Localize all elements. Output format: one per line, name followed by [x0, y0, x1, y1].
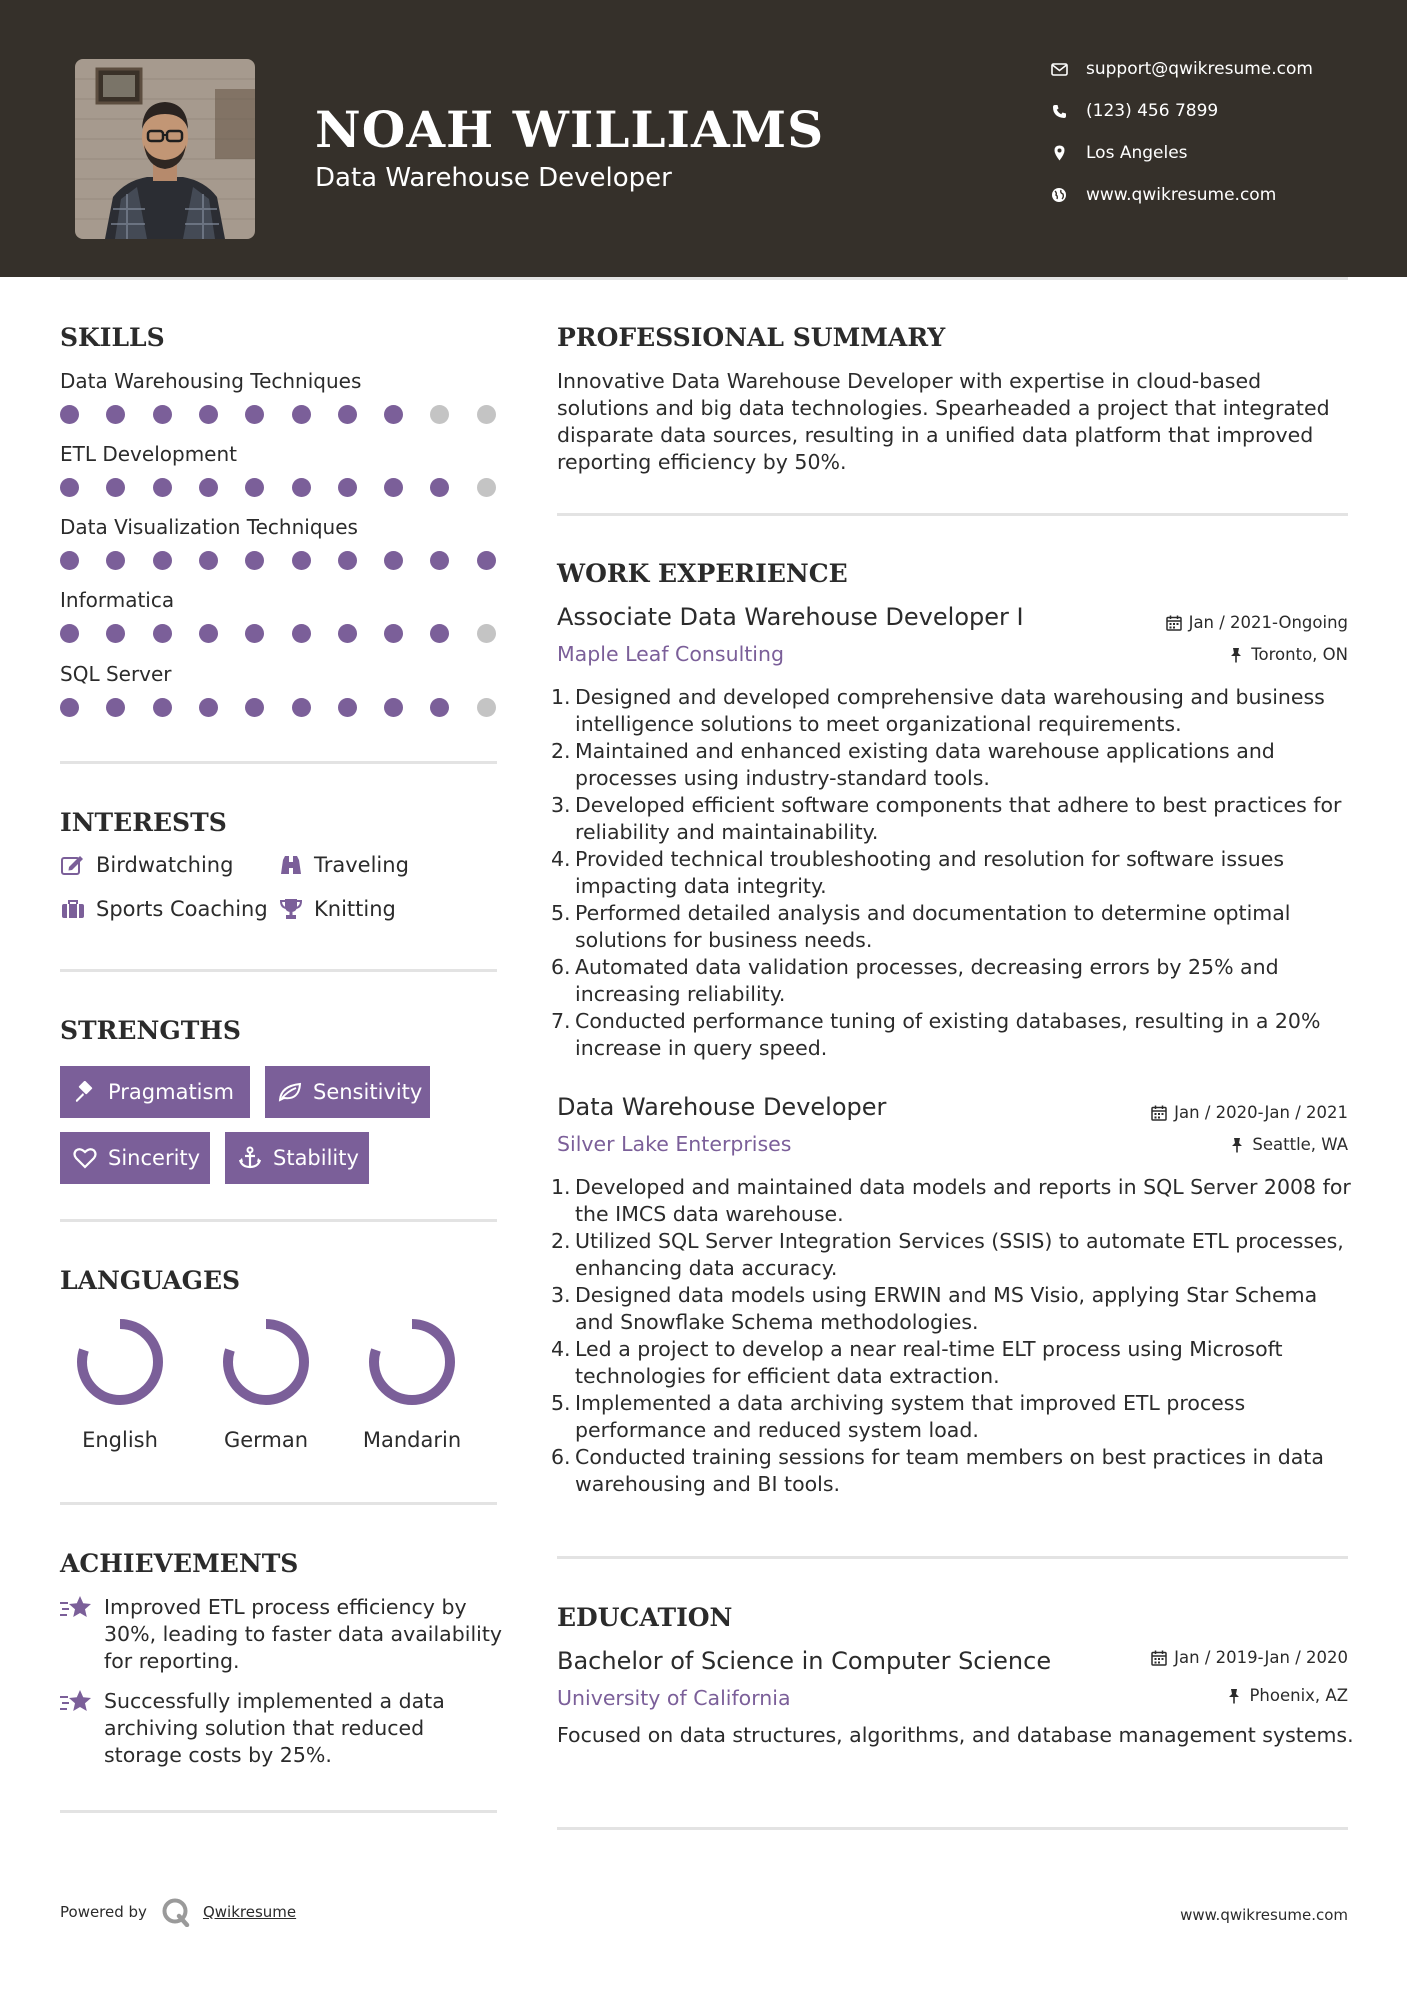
skill-dot-filled: [60, 624, 79, 643]
achievement-item: [60, 1688, 500, 1772]
pushpin-icon: [1225, 1687, 1243, 1705]
job-bullet: 1. Designed and developed comprehensive data warehousing and business intelligence solutions to meet organizational requirements.: [551, 685, 1325, 736]
strength-label: Sensitivity: [313, 1080, 423, 1104]
languages-heading: LANGUAGES: [60, 1266, 241, 1295]
candidate-title: Data Warehouse Developer: [315, 163, 672, 193]
calendar-icon: [1150, 1104, 1168, 1122]
skill-dot-filled: [153, 551, 172, 570]
section-divider: [60, 761, 497, 764]
skill-dot-filled: [477, 551, 496, 570]
skill-dot-filled: [60, 698, 79, 717]
skill-dot-empty: [477, 624, 496, 643]
skill-dot-empty: [477, 405, 496, 424]
education-description: Focused on data structures, algorithms, and database management systems.: [557, 1723, 1354, 1747]
skill-dot-filled: [199, 698, 218, 717]
skill-dot-filled: [199, 551, 218, 570]
achievement-text: Improved ETL process efficiency by 30%, leading to faster data availability for reporting.: [104, 1595, 503, 1673]
job-bullet: 3. Developed efficient software components that adhere to best practices for reliability and maintainability.: [551, 793, 1342, 844]
briefcase-icon: [60, 896, 86, 922]
strength-label: Pragmatism: [108, 1080, 234, 1104]
interest-label: Sports Coaching: [96, 897, 268, 921]
skill-dot-filled: [245, 405, 264, 424]
job-bullet: 5. Implemented a data archiving system that improved ETL process performance and reduced system load.: [551, 1391, 1246, 1442]
achievements-heading: ACHIEVEMENTS: [60, 1549, 299, 1578]
globe-icon: [1048, 184, 1070, 206]
skill-rating: [60, 624, 500, 644]
skill-dot-filled: [153, 624, 172, 643]
skill-name: SQL Server: [60, 662, 172, 686]
skill-dot-filled: [245, 624, 264, 643]
skill-dot-filled: [292, 624, 311, 643]
achievement-text: Successfully implemented a data archiving solution that reduced storage costs by 25%.: [104, 1689, 445, 1767]
skill-dot-filled: [199, 478, 218, 497]
job-bullets: [551, 1174, 1357, 1498]
skill-dot-filled: [245, 551, 264, 570]
skill-dot-filled: [384, 478, 403, 497]
language-name: English: [82, 1428, 158, 1452]
degree-title: Bachelor of Science in Computer Science: [557, 1647, 1052, 1675]
skill-dot-filled: [106, 624, 125, 643]
language-name: German: [223, 1428, 309, 1452]
job-bullet: 2. Maintained and enhanced existing data warehouse applications and processes using industry-standard tools.: [551, 739, 1275, 790]
skill-dot-filled: [338, 551, 357, 570]
education-heading: EDUCATION: [557, 1603, 733, 1632]
skill-dot-filled: [153, 698, 172, 717]
section-divider: [60, 1502, 497, 1505]
job-location: [1227, 645, 1348, 664]
anchor-icon: [237, 1145, 263, 1171]
education-location: [1225, 1686, 1348, 1705]
contact-phone-text: (123) 456 7899: [1086, 101, 1219, 121]
skill-rating: [60, 478, 500, 498]
experience-heading: WORK EXPERIENCE: [557, 559, 848, 588]
company-name: Silver Lake Enterprises: [557, 1132, 792, 1156]
interest-item: [60, 852, 233, 878]
binoculars-icon: [278, 852, 304, 878]
achievement-item: [60, 1594, 503, 1678]
section-divider: [60, 1810, 497, 1813]
skill-dot-filled: [199, 405, 218, 424]
footer-powered-by: [60, 1897, 296, 1927]
job-title: Data Warehouse Developer: [557, 1093, 887, 1121]
pushpin-icon: [1227, 646, 1245, 664]
calendar-icon: [1165, 614, 1183, 632]
skill-dot-filled: [153, 478, 172, 497]
skill-dot-filled: [245, 698, 264, 717]
heart-icon: [72, 1145, 98, 1171]
interest-label: Knitting: [314, 897, 396, 921]
company-name: Maple Leaf Consulting: [557, 642, 785, 666]
skill-dot-filled: [338, 405, 357, 424]
job-bullet: 1. Developed and maintained data models and reports in SQL Server 2008 for the IMCS data warehouse.: [551, 1175, 1351, 1226]
skill-dot-filled: [430, 478, 449, 497]
powered-by-text: Powered by: [60, 1903, 147, 1921]
skill-dot-filled: [199, 624, 218, 643]
job-bullet: 6. Conducted training sessions for team members on best practices in data warehousing and BI tools.: [551, 1445, 1324, 1496]
strength-badge: [60, 1066, 250, 1118]
education-dates: [1150, 1648, 1348, 1667]
job-bullet: 5. Performed detailed analysis and documentation to determine optimal solutions for business needs.: [551, 901, 1291, 952]
leaf-icon: [277, 1079, 303, 1105]
job-bullets: [551, 684, 1357, 1062]
education-location-text: Phoenix, AZ: [1249, 1686, 1348, 1705]
edit-icon: [60, 852, 86, 878]
job-title: Associate Data Warehouse Developer I: [557, 603, 1024, 631]
section-divider: [557, 1827, 1348, 1830]
skill-dot-filled: [245, 478, 264, 497]
skill-dot-filled: [338, 624, 357, 643]
job-location: [1228, 1135, 1348, 1154]
skill-dot-filled: [106, 478, 125, 497]
job-dates-text: Jan / 2021-Ongoing: [1188, 613, 1348, 632]
strength-badge: [225, 1132, 369, 1184]
resume-header: [0, 0, 1407, 277]
section-divider: [557, 1556, 1348, 1559]
profile-photo: [75, 59, 255, 239]
skill-rating: [60, 551, 500, 571]
skill-dot-filled: [430, 624, 449, 643]
interests-heading: INTERESTS: [60, 808, 227, 837]
skill-dot-filled: [292, 551, 311, 570]
skill-dot-filled: [384, 405, 403, 424]
job-dates-text: Jan / 2020-Jan / 2021: [1174, 1103, 1348, 1122]
qwikresume-link[interactable]: Qwikresume: [202, 1903, 297, 1921]
job-dates: [1165, 613, 1348, 632]
strength-label: Stability: [273, 1146, 359, 1170]
strength-badge: [60, 1132, 210, 1184]
interest-label: Birdwatching: [96, 853, 234, 877]
skills-heading: SKILLS: [60, 323, 165, 352]
skill-dot-filled: [384, 698, 403, 717]
language-name: Mandarin: [362, 1428, 462, 1452]
skill-dot-empty: [477, 478, 496, 497]
job-bullet: 4. Led a project to develop a near real-time ELT process using Microsoft technologies for efficient data extraction.: [551, 1337, 1283, 1388]
skill-dot-filled: [106, 405, 125, 424]
job-bullet: 2. Utilized SQL Server Integration Services (SSIS) to automate ETL processes, enhancing data accuracy.: [551, 1229, 1344, 1280]
interest-label: Traveling: [314, 853, 409, 877]
school-name: University of California: [557, 1686, 791, 1710]
job-bullet: 4. Provided technical troubleshooting and resolution for software issues impacting data integrity.: [551, 847, 1285, 898]
interest-item: [60, 896, 268, 922]
trophy-icon: [278, 896, 304, 922]
job-location-text: Toronto, ON: [1251, 645, 1348, 664]
job-bullet: 7. Conducted performance tuning of existing databases, resulting in a 20% increase in query speed.: [551, 1009, 1321, 1060]
footer-website[interactable]: www.qwikresume.com: [1180, 1906, 1348, 1924]
skill-dot-filled: [430, 698, 449, 717]
skill-dot-filled: [292, 478, 311, 497]
candidate-name: NOAH WILLIAMS: [315, 100, 825, 159]
skill-dot-filled: [338, 698, 357, 717]
skill-dot-filled: [384, 551, 403, 570]
skill-dot-filled: [292, 405, 311, 424]
skill-dot-filled: [106, 551, 125, 570]
skill-dot-filled: [338, 478, 357, 497]
contact-location-text: Los Angeles: [1086, 143, 1188, 163]
skill-rating: [60, 405, 500, 425]
section-divider: [60, 1219, 497, 1222]
skill-name: Informatica: [60, 588, 175, 612]
gavel-icon: [72, 1079, 98, 1105]
skill-rating: [60, 698, 500, 718]
contact-location: [1048, 139, 1368, 167]
phone-icon: [1048, 100, 1070, 122]
strength-label: Sincerity: [108, 1146, 201, 1170]
skill-dot-filled: [60, 405, 79, 424]
skill-dot-filled: [106, 698, 125, 717]
job-dates: [1150, 1103, 1348, 1122]
strength-badge: [265, 1066, 430, 1118]
skill-name: Data Warehousing Techniques: [60, 369, 362, 393]
skill-dot-filled: [60, 478, 79, 497]
job-bullet: 3. Designed data models using ERWIN and MS Visio, applying Star Schema and Snowflake Schema methodologies.: [551, 1283, 1318, 1334]
strengths-heading: STRENGTHS: [60, 1016, 241, 1045]
language-gauge: [366, 1316, 458, 1408]
interest-item: [278, 852, 409, 878]
header-divider: [60, 277, 1348, 280]
contact-phone[interactable]: [1048, 97, 1368, 125]
section-divider: [557, 513, 1348, 516]
envelope-icon: [1048, 58, 1070, 80]
skill-name: ETL Development: [60, 442, 237, 466]
language-gauge: [220, 1316, 312, 1408]
language-gauge: [74, 1316, 166, 1408]
contact-website-text: www.qwikresume.com: [1086, 185, 1277, 205]
education-dates-text: Jan / 2019-Jan / 2020: [1174, 1648, 1348, 1667]
map-pin-icon: [1048, 142, 1070, 164]
skill-dot-filled: [292, 698, 311, 717]
section-divider: [60, 969, 497, 972]
pushpin-icon: [1228, 1136, 1246, 1154]
skill-dot-filled: [60, 551, 79, 570]
contact-website[interactable]: [1048, 181, 1368, 209]
star-medal-icon: [60, 1594, 94, 1622]
job-bullet: 6. Automated data validation processes, decreasing errors by 25% and increasing reliability.: [551, 955, 1279, 1006]
skill-dot-empty: [477, 698, 496, 717]
contact-email-text: support@qwikresume.com: [1086, 59, 1313, 79]
skill-dot-filled: [384, 624, 403, 643]
summary-heading: PROFESSIONAL SUMMARY: [557, 323, 946, 352]
interest-item: [278, 896, 396, 922]
qwikresume-logo-icon: [161, 1897, 191, 1927]
star-medal-icon: [60, 1688, 94, 1716]
skill-dot-filled: [430, 551, 449, 570]
skill-dot-filled: [153, 405, 172, 424]
skill-dot-empty: [430, 405, 449, 424]
skill-name: Data Visualization Techniques: [60, 515, 358, 539]
contact-email[interactable]: [1048, 55, 1368, 83]
calendar-icon: [1150, 1649, 1168, 1667]
job-location-text: Seattle, WA: [1252, 1135, 1348, 1154]
summary-text: Innovative Data Warehouse Developer with expertise in cloud-based solutions and big data technologies. Spearheaded a project that integrated disparate data sources, resulting in a unified data platform that improved reporting efficiency by 50%.: [557, 369, 1330, 474]
